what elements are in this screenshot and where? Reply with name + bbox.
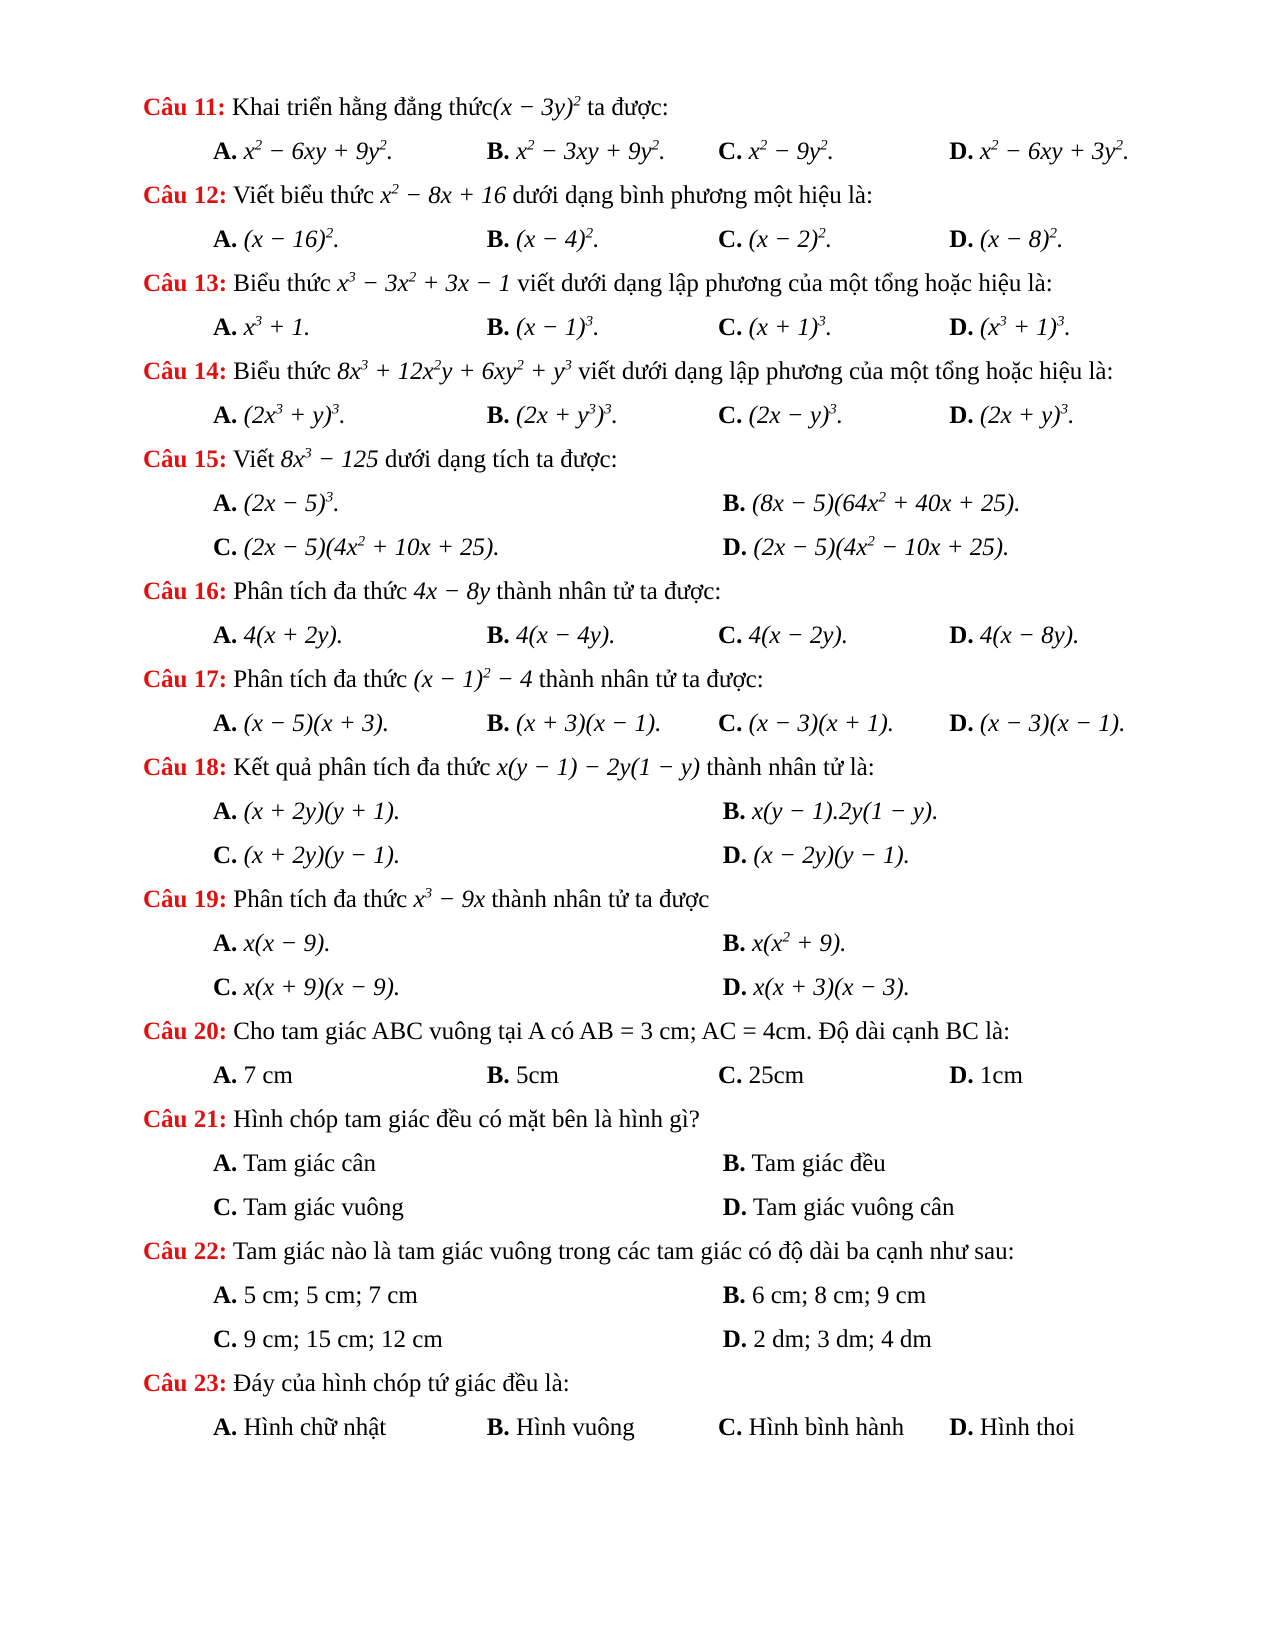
- options-row: [143, 218, 1157, 262]
- question-label: Câu 15:: [143, 446, 228, 473]
- question-line: [143, 174, 1157, 218]
- options-row: [143, 482, 1157, 570]
- option-math-text: $(x - 1)^3$.: [515, 313, 600, 341]
- option-a: [213, 218, 487, 262]
- option-c: [718, 130, 949, 174]
- option-letter: A.: [213, 930, 238, 957]
- option-math-text: (x − 2y)(y − 1).: [753, 842, 910, 869]
- option-math-text: x(y − 1).2y(1 − y).: [751, 798, 939, 825]
- math-expression: $x^2 - 8x + 16$: [380, 181, 507, 209]
- option-letter: D.: [949, 1062, 974, 1089]
- option-b: [487, 702, 718, 746]
- question: [143, 1362, 1157, 1450]
- option-d: [723, 834, 1157, 878]
- question-text: Viết biểu thức: [232, 182, 381, 209]
- option-text: Hình chữ nhật: [243, 1414, 387, 1441]
- question-text: Kết quả phân tích đa thức: [233, 754, 497, 781]
- option-c: [213, 526, 723, 570]
- options-row: [143, 614, 1157, 658]
- option-letter: C.: [213, 1326, 238, 1353]
- option-a: [213, 1406, 487, 1450]
- question-line: [143, 86, 1157, 130]
- option-a: [213, 702, 487, 746]
- option-math-text: x(x + 3)(x − 3).: [753, 974, 910, 1001]
- option-math-text: $(2x - 5)^3$.: [243, 489, 340, 517]
- option-letter: C.: [718, 622, 743, 649]
- question-label: Câu 22:: [143, 1238, 228, 1265]
- option-letter: C.: [213, 842, 238, 869]
- option-math-text: 4(x − 8y).: [979, 622, 1080, 649]
- option-letter: A.: [213, 622, 238, 649]
- option-c: [718, 614, 949, 658]
- question-label: Câu 18:: [143, 754, 228, 781]
- option-b: [487, 1406, 718, 1450]
- option-d: [949, 702, 1157, 746]
- question-line: [143, 746, 1157, 790]
- option-d: [723, 1318, 1157, 1362]
- option-b: [723, 482, 1157, 526]
- option-d: [723, 1186, 1157, 1230]
- option-b: [723, 1142, 1157, 1186]
- option-letter: C.: [213, 534, 238, 561]
- option-letter: A.: [213, 1062, 238, 1089]
- question-line: [143, 1230, 1157, 1274]
- option-c: [718, 306, 949, 350]
- option-a: [213, 1054, 487, 1098]
- option-letter: A.: [213, 490, 238, 517]
- options-row: [143, 702, 1157, 746]
- option-letter: B.: [486, 226, 510, 253]
- option-letter: B.: [486, 314, 510, 341]
- option-letter: C.: [718, 1062, 743, 1089]
- option-letter: C.: [718, 402, 743, 429]
- option-d: [723, 966, 1157, 1010]
- options-row: [143, 1406, 1157, 1450]
- question-line: [143, 658, 1157, 702]
- option-c: [213, 834, 723, 878]
- question-text: Viết: [232, 446, 281, 473]
- question-line: [143, 350, 1157, 394]
- option-letter: B.: [486, 138, 510, 165]
- option-letter: A.: [213, 138, 238, 165]
- option-letter: C.: [718, 314, 743, 341]
- option-text: 1cm: [979, 1062, 1023, 1089]
- option-d: [949, 1406, 1157, 1450]
- option-b: [723, 790, 1157, 834]
- option-a: [213, 1142, 723, 1186]
- question-text: thành nhân tử ta được: [485, 886, 710, 913]
- question-text: Biểu thức: [233, 358, 338, 385]
- question-label: Câu 11:: [143, 94, 226, 121]
- question-text: Tam giác nào là tam giác vuông trong các tam giác có độ dài ba cạnh như sau:: [232, 1238, 1015, 1265]
- question-label: Câu 21:: [143, 1106, 228, 1133]
- option-d: [949, 218, 1157, 262]
- option-math-text: $(x + 1)^3$.: [748, 313, 832, 341]
- math-expression: $8x^3 - 125$: [280, 445, 379, 473]
- option-letter: B.: [486, 402, 510, 429]
- option-text: 5 cm; 5 cm; 7 cm: [243, 1282, 418, 1309]
- question-text: viết dưới dạng lập phương của một tổng hoặc hiệu là:: [511, 270, 1053, 297]
- question-text: Hình chóp tam giác đều có mặt bên là hình gì?: [233, 1106, 700, 1133]
- question: [143, 570, 1157, 658]
- option-math-text: $x^3 + 1$.: [243, 313, 311, 341]
- question: [143, 658, 1157, 746]
- option-letter: C.: [718, 1414, 743, 1441]
- option-text: 25cm: [748, 1062, 805, 1089]
- option-a: [213, 1274, 723, 1318]
- math-expression: x(y − 1) − 2y(1 − y): [496, 754, 701, 781]
- option-math-text: (x + 2y)(y − 1).: [243, 842, 401, 869]
- option-text: Hình thoi: [979, 1414, 1075, 1441]
- option-b: [723, 922, 1157, 966]
- option-letter: D.: [949, 226, 974, 253]
- options-row: [143, 790, 1157, 878]
- question: [143, 746, 1157, 878]
- option-letter: B.: [722, 798, 746, 825]
- option-math-text: $x(x^2 + 9)$.: [751, 929, 847, 957]
- option-letter: A.: [213, 1150, 238, 1177]
- option-text: 5cm: [515, 1062, 559, 1089]
- option-b: [487, 394, 718, 438]
- option-c: [718, 1054, 949, 1098]
- option-c: [213, 1318, 723, 1362]
- options-row: [143, 1054, 1157, 1098]
- option-math-text: $(x^3 + 1)^3$.: [979, 313, 1071, 341]
- option-letter: D.: [722, 1326, 748, 1353]
- option-math-text: (x − 3)(x − 1).: [979, 710, 1126, 737]
- option-letter: D.: [722, 842, 748, 869]
- option-letter: D.: [722, 1194, 748, 1221]
- option-a: [213, 614, 487, 658]
- option-math-text: $(2x + y)^3$.: [979, 401, 1075, 429]
- option-b: [487, 218, 718, 262]
- option-letter: D.: [949, 402, 974, 429]
- option-c: [718, 702, 949, 746]
- question-text: dưới dạng tích ta được:: [378, 446, 618, 473]
- option-c: [718, 218, 949, 262]
- option-letter: C.: [213, 1194, 238, 1221]
- question-line: [143, 262, 1157, 306]
- question-text: Khai triển hằng đẳng thức: [231, 94, 493, 121]
- option-letter: D.: [949, 710, 974, 737]
- question: [143, 1230, 1157, 1362]
- math-expression: $8x^3 + 12x^2y + 6xy^2 + y^3$: [337, 357, 572, 385]
- option-a: [213, 130, 487, 174]
- question-line: [143, 1362, 1157, 1406]
- option-text: Tam giác vuông cân: [752, 1194, 955, 1221]
- math-expression: $(x - 3y)^2$: [492, 93, 581, 121]
- question-label: Câu 13:: [143, 270, 228, 297]
- option-math-text: (x − 3)(x + 1).: [748, 710, 895, 737]
- option-b: [487, 614, 718, 658]
- question-label: Câu 23:: [143, 1370, 228, 1397]
- option-letter: A.: [213, 402, 238, 429]
- question-text: dưới dạng bình phương một hiệu là:: [506, 182, 873, 209]
- question-text: Phân tích đa thức: [233, 886, 414, 913]
- option-a: [213, 482, 723, 526]
- option-d: [723, 526, 1157, 570]
- option-math-text: x(x − 9).: [243, 930, 331, 957]
- option-a: [213, 306, 487, 350]
- option-letter: A.: [213, 226, 238, 253]
- option-math-text: $(x - 16)^2$.: [243, 225, 340, 253]
- option-math-text: $(2x^3 + y)^3$.: [243, 401, 346, 429]
- option-c: [718, 1406, 949, 1450]
- option-text: 7 cm: [243, 1062, 293, 1089]
- option-math-text: $(x - 2)^2$.: [748, 225, 832, 253]
- question-text: thành nhân tử ta được:: [490, 578, 722, 605]
- question-line: [143, 878, 1157, 922]
- option-math-text: (x − 5)(x + 3).: [243, 710, 390, 737]
- option-text: Tam giác cân: [243, 1150, 377, 1177]
- question: [143, 438, 1157, 570]
- option-math-text: (x + 3)(x − 1).: [515, 710, 662, 737]
- option-letter: D.: [949, 622, 974, 649]
- option-math-text: $(x - 4)^2$.: [515, 225, 600, 253]
- option-letter: B.: [486, 710, 510, 737]
- question: [143, 174, 1157, 262]
- question-text: ta được:: [580, 94, 669, 121]
- math-expression: $(x - 1)^2 - 4$: [413, 665, 533, 693]
- question-text: Cho tam giác ABC vuông tại A có AB = 3 cm; AC = 4cm. Độ dài cạnh BC là:: [233, 1018, 1011, 1045]
- option-text: Tam giác đều: [751, 1150, 886, 1177]
- option-math-text: $(x - 8)^2$.: [979, 225, 1064, 253]
- question-line: [143, 570, 1157, 614]
- option-math-text: (x + 2y)(y + 1).: [243, 798, 401, 825]
- option-c: [213, 1186, 723, 1230]
- question-label: Câu 14:: [143, 358, 228, 385]
- option-a: [213, 394, 487, 438]
- option-letter: B.: [722, 1150, 746, 1177]
- option-letter: A.: [213, 710, 238, 737]
- options-row: [143, 394, 1157, 438]
- option-text: Hình vuông: [515, 1414, 635, 1441]
- option-letter: D.: [949, 138, 974, 165]
- option-letter: B.: [486, 1414, 510, 1441]
- option-letter: D.: [949, 314, 974, 341]
- option-letter: C.: [718, 710, 743, 737]
- question-text: viết dưới dạng lập phương của một tổng hoặc hiệu là:: [571, 358, 1114, 385]
- question: [143, 86, 1157, 174]
- question-text: Đáy của hình chóp tứ giác đều là:: [233, 1370, 570, 1397]
- option-letter: C.: [213, 974, 238, 1001]
- option-letter: A.: [213, 1414, 238, 1441]
- option-text: 6 cm; 8 cm; 9 cm: [751, 1282, 927, 1309]
- option-a: [213, 922, 723, 966]
- option-text: 2 dm; 3 dm; 4 dm: [753, 1326, 932, 1353]
- question-label: Câu 17:: [143, 666, 228, 693]
- question-list: [143, 86, 1157, 1450]
- question: [143, 1098, 1157, 1230]
- option-d: [949, 394, 1157, 438]
- option-math-text: $x^2 - 6xy + 3y^2$.: [979, 137, 1130, 165]
- option-b: [487, 130, 718, 174]
- option-math-text: 4(x − 2y).: [748, 622, 849, 649]
- option-text: Tam giác vuông: [243, 1194, 404, 1221]
- option-letter: C.: [718, 138, 743, 165]
- question: [143, 350, 1157, 438]
- question: [143, 1010, 1157, 1098]
- option-math-text: 4(x + 2y).: [243, 622, 344, 649]
- question-label: Câu 19:: [143, 886, 228, 913]
- question-line: [143, 1098, 1157, 1142]
- question-line: [143, 1010, 1157, 1054]
- math-expression: $x^3 - 9x$: [413, 885, 486, 913]
- options-row: [143, 306, 1157, 350]
- option-math-text: 4(x − 4y).: [515, 622, 616, 649]
- option-letter: A.: [213, 314, 238, 341]
- option-d: [949, 306, 1157, 350]
- option-math-text: $(2x - y)^3$.: [748, 401, 844, 429]
- option-text: Hình bình hành: [748, 1414, 905, 1441]
- option-b: [487, 1054, 718, 1098]
- option-letter: D.: [722, 974, 748, 1001]
- options-row: [143, 922, 1157, 1010]
- option-math-text: $(8x - 5)(64x^2 + 40x + 25)$.: [751, 489, 1021, 517]
- question-label: Câu 20:: [143, 1018, 228, 1045]
- option-c: [718, 394, 949, 438]
- option-letter: A.: [213, 1282, 238, 1309]
- option-d: [949, 1054, 1157, 1098]
- option-letter: B.: [486, 622, 510, 649]
- question-label: Câu 16:: [143, 578, 228, 605]
- option-math-text: $(2x + y^3)^3$.: [515, 401, 618, 429]
- option-letter: B.: [722, 490, 746, 517]
- option-math-text: $(2x - 5)(4x^2 + 10x + 25)$.: [243, 533, 500, 561]
- option-letter: A.: [213, 798, 238, 825]
- options-row: [143, 1142, 1157, 1230]
- option-b: [487, 306, 718, 350]
- question-text: Phân tích đa thức: [233, 578, 414, 605]
- option-b: [723, 1274, 1157, 1318]
- math-expression: $x^3 - 3x^2 + 3x - 1$: [337, 269, 512, 297]
- option-a: [213, 790, 723, 834]
- question-line: [143, 438, 1157, 482]
- option-d: [949, 130, 1157, 174]
- question: [143, 262, 1157, 350]
- question-text: thành nhân tử ta được:: [532, 666, 764, 693]
- option-letter: C.: [718, 226, 743, 253]
- option-d: [949, 614, 1157, 658]
- option-letter: B.: [722, 930, 746, 957]
- question: [143, 878, 1157, 1010]
- option-math-text: $x^2 - 6xy + 9y^2$.: [243, 137, 393, 165]
- option-text: 9 cm; 15 cm; 12 cm: [243, 1326, 443, 1353]
- options-row: [143, 130, 1157, 174]
- options-row: [143, 1274, 1157, 1362]
- question-text: thành nhân tử là:: [700, 754, 875, 781]
- option-letter: D.: [722, 534, 748, 561]
- question-text: Phân tích đa thức: [233, 666, 414, 693]
- question-text: Biểu thức: [233, 270, 338, 297]
- question-label: Câu 12:: [143, 182, 228, 209]
- option-math-text: $x^2 - 9y^2$.: [748, 137, 834, 165]
- option-c: [213, 966, 723, 1010]
- math-expression: 4x − 8y: [413, 578, 491, 605]
- option-letter: D.: [949, 1414, 974, 1441]
- option-math-text: $x^2 - 3xy + 9y^2$.: [515, 137, 666, 165]
- option-letter: B.: [486, 1062, 510, 1089]
- option-math-text: $(2x - 5)(4x^2 - 10x + 25)$.: [753, 533, 1010, 561]
- option-letter: B.: [722, 1282, 746, 1309]
- option-math-text: x(x + 9)(x − 9).: [243, 974, 401, 1001]
